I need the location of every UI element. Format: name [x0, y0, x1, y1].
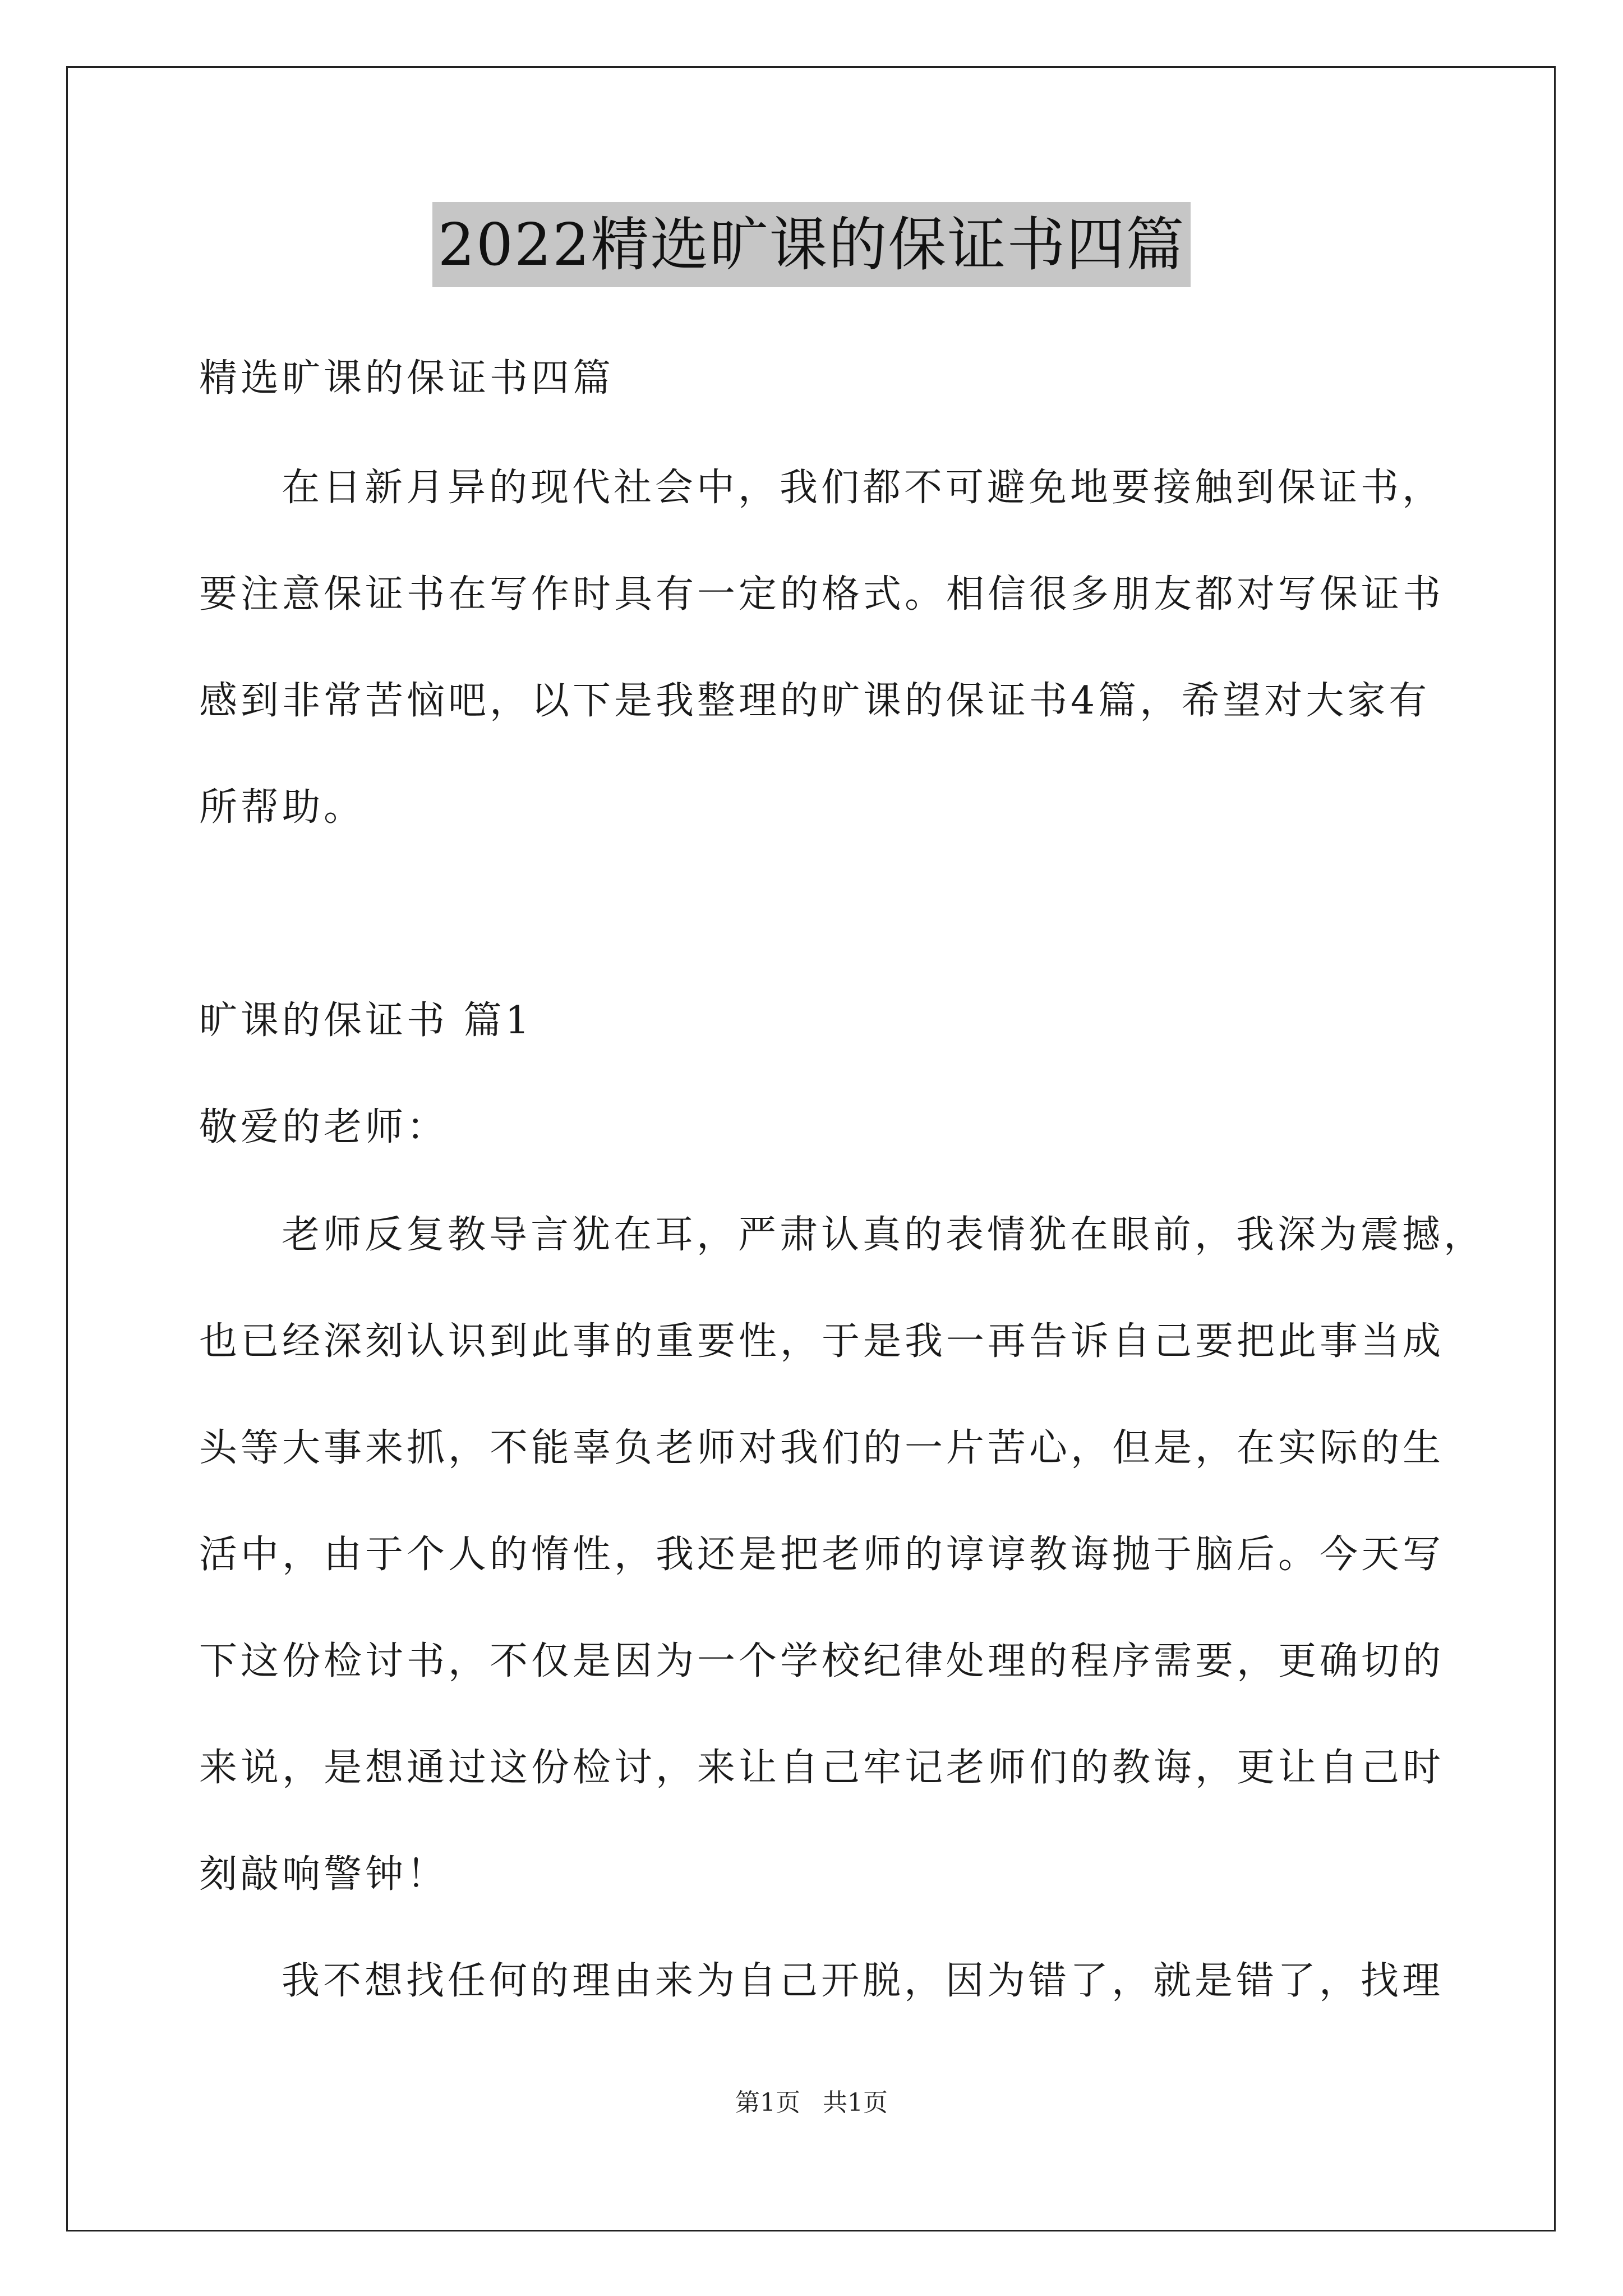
paragraph-line: 头等大事来抓，不能辜负老师对我们的一片苦心，但是，在实际的生 — [199, 1426, 1445, 1470]
paragraph-line: 也已经深刻认识到此事的重要性，于是我一再告诉自己要把此事当成 — [199, 1319, 1445, 1364]
intro-line: 感到非常苦恼吧，以下是我整理的旷课的保证书4篇，希望对大家有 — [199, 679, 1431, 723]
section-heading: 旷课的保证书 篇1 — [199, 999, 533, 1043]
title-wrap — [0, 202, 1623, 287]
page-footer — [0, 2086, 1623, 2120]
paragraph-line: 活中，由于个人的惰性，我还是把老师的谆谆教诲抛于脑后。今天写 — [199, 1533, 1445, 1577]
page-total: 共1页 — [823, 2088, 888, 2117]
paragraph-line: 刻敲响警钟！ — [199, 1852, 449, 1897]
paragraph-line: 来说，是想通过这份检讨，来让自己牢记老师们的教诲，更让自己时 — [199, 1746, 1445, 1790]
document-subtitle: 精选旷课的保证书四篇 — [199, 356, 615, 401]
intro-line: 在日新月异的现代社会中，我们都不可避免地要接触到保证书， — [282, 466, 1444, 510]
paragraph-line: 老师反复教导言犹在耳，严肃认真的表情犹在眼前，我深为震撼， — [282, 1213, 1486, 1257]
page-number: 第1页 — [735, 2088, 800, 2117]
intro-line: 要注意保证书在写作时具有一定的格式。相信很多朋友都对写保证书 — [199, 572, 1445, 616]
paragraph-line: 我不想找任何的理由来为自己开脱，因为错了，就是错了，找理 — [282, 1959, 1444, 2003]
paragraph-line: 下这份检讨书，不仅是因为一个学校纪律处理的程序需要，更确切的 — [199, 1639, 1445, 1683]
document-title: 2022精选旷课的保证书四篇 — [432, 202, 1191, 287]
intro-line: 所帮助。 — [199, 785, 366, 830]
salutation: 敬爱的老师： — [199, 1105, 449, 1149]
